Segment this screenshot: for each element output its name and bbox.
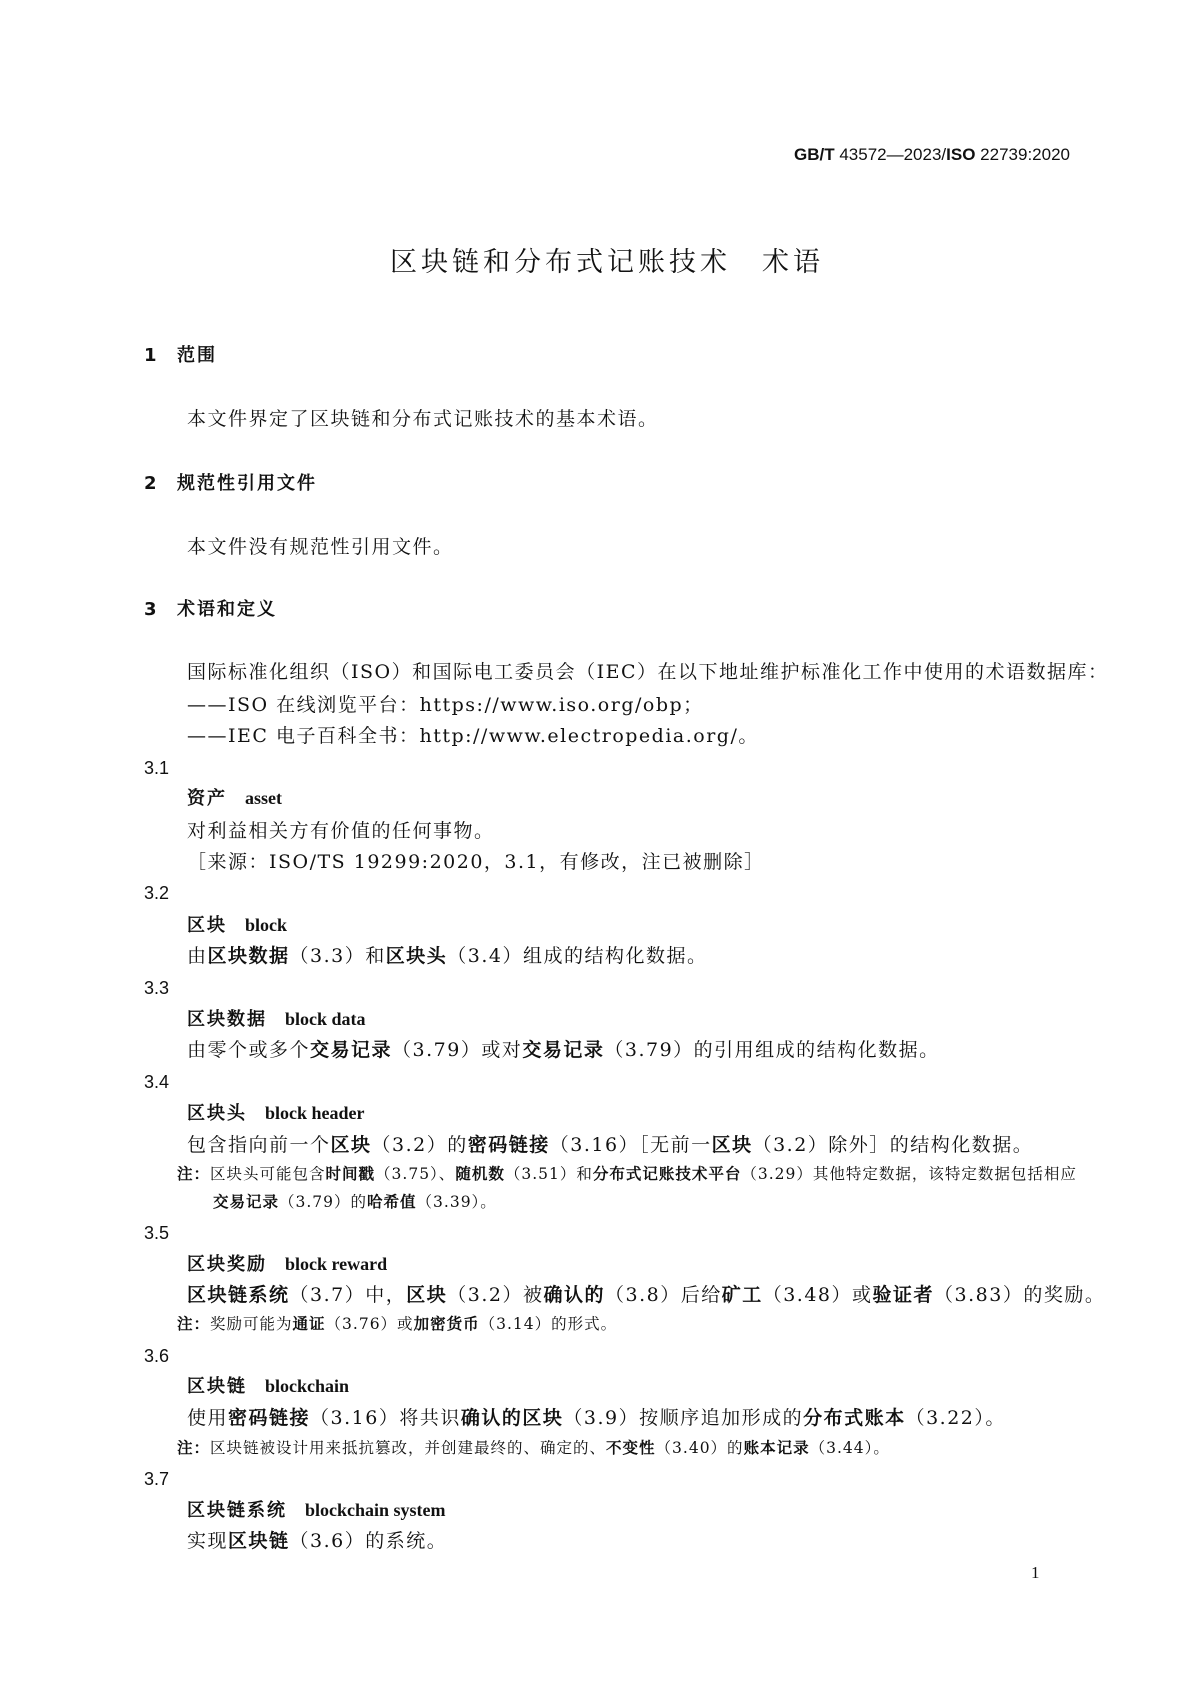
entry-note-continuation — [213, 1187, 497, 1218]
text-run: 包含指向前一个 — [187, 1134, 331, 1156]
entry-term — [187, 783, 282, 814]
text-run: 由零个或多个 — [187, 1039, 311, 1061]
term-reference: 密码链接 — [228, 1407, 311, 1429]
entry-definition — [187, 816, 495, 847]
entry-number: 3.7 — [144, 1469, 170, 1489]
entry-term — [187, 1371, 349, 1402]
term-reference: GB/T — [794, 145, 835, 164]
text-run: （3.75）、 — [375, 1165, 456, 1183]
section-number: 3 — [144, 599, 157, 620]
text-run: （3.51）和 — [504, 1165, 593, 1183]
term-reference: 分布式账本 — [803, 1407, 906, 1429]
section-heading-scope — [144, 340, 217, 371]
entry-definition — [187, 1130, 1033, 1161]
database-item-iec: ——IEC 电子百科全书：http://www.electropedia.org/。 — [187, 725, 759, 747]
entry-note — [177, 1433, 890, 1464]
term-english: block data — [285, 1009, 366, 1029]
text-run: 实现 — [187, 1530, 229, 1552]
section-intro: 国际标准化组织（ISO）和国际电工委员会（IEC）在以下地址维护标准化工作中使用的术语数据库： — [187, 661, 1109, 683]
standard-code-header — [794, 140, 1070, 170]
term-reference: 区块头 — [385, 945, 448, 967]
text-run: （3.4）组成的结构化数据。 — [447, 945, 708, 967]
entry-number: 3.4 — [144, 1072, 170, 1092]
text-run: （3.6）的系统。 — [289, 1530, 448, 1552]
term-reference: 区块 — [711, 1134, 753, 1156]
term-reference: 区块链系统 — [187, 1284, 290, 1306]
term-reference: 确认的 — [543, 1284, 605, 1306]
text-run: （3.83）的奖励。 — [934, 1284, 1106, 1306]
text-run: （3.79）的引用组成的结构化数据。 — [604, 1039, 940, 1061]
term-reference: 矿工 — [721, 1284, 763, 1306]
entry-number: 3.3 — [144, 978, 170, 998]
term-english: blockchain — [265, 1376, 350, 1396]
term-reference: 账本记录 — [743, 1439, 810, 1457]
entry-source: ［来源：ISO/TS 19299:2020，3.1，有修改，注已被删除］ — [187, 851, 765, 873]
text-run: 由 — [187, 945, 208, 967]
section-title: 术语和定义 — [177, 599, 277, 620]
text-run: （3.79）或对 — [392, 1039, 523, 1061]
text-run: 奖励可能为 — [210, 1315, 293, 1333]
text-run: （3.2）被 — [447, 1284, 544, 1306]
term-reference: 哈希值 — [367, 1193, 417, 1211]
term-reference: 交易记录 — [522, 1039, 605, 1061]
term-reference: 注： — [177, 1165, 211, 1183]
term-chinese: 资产 — [187, 788, 227, 809]
term-reference: 注： — [177, 1439, 211, 1457]
term-reference: 加密货币 — [413, 1315, 480, 1333]
term-chinese: 区块 — [187, 915, 227, 936]
term-reference: ISO — [946, 145, 976, 164]
entry-number: 3.2 — [144, 883, 170, 903]
text-run: （3.9）按顺序追加形成的 — [563, 1407, 804, 1429]
term-reference: 不变性 — [606, 1439, 656, 1457]
text-run: 使用 — [187, 1407, 229, 1429]
section-paragraph: 本文件界定了区块链和分布式记账技术的基本术语。 — [187, 408, 659, 430]
term-english: block reward — [285, 1254, 388, 1274]
section-number: 1 — [144, 345, 157, 366]
text-run: （3.16）将共识 — [310, 1407, 461, 1429]
text-run: （3.76）或 — [325, 1315, 414, 1333]
section-heading-normative-references — [144, 468, 317, 499]
text-run: （3.2）除外］的结构化数据。 — [752, 1134, 1034, 1156]
entry-term — [187, 1004, 366, 1035]
term-reference: 区块 — [406, 1284, 448, 1306]
term-english: asset — [245, 788, 282, 808]
term-chinese: 区块链 — [187, 1376, 247, 1397]
text-run: （3.29）其他特定数据，该特定数据包括相应 — [741, 1165, 1077, 1183]
term-chinese: 区块奖励 — [187, 1254, 267, 1275]
text-run: （3.16）［无前一 — [549, 1134, 712, 1156]
term-reference: 时间戳 — [325, 1165, 376, 1183]
entry-term — [187, 1249, 387, 1280]
entry-term — [187, 1495, 446, 1526]
section-title: 规范性引用文件 — [177, 473, 317, 494]
text-run: （3.2）的 — [371, 1134, 468, 1156]
term-reference: 密码链接 — [467, 1134, 550, 1156]
term-english: block — [245, 915, 288, 935]
text-run: （3.14）的形式。 — [479, 1315, 618, 1333]
term-reference: 随机数 — [455, 1165, 505, 1183]
term-reference: 分布式记账技术平台 — [592, 1165, 742, 1183]
term-english: block header — [265, 1103, 365, 1123]
entry-term — [187, 910, 287, 941]
entry-note — [177, 1309, 617, 1340]
entry-definition — [187, 1280, 1105, 1311]
term-reference: 区块 — [330, 1134, 372, 1156]
term-reference: 注： — [177, 1315, 211, 1333]
text-run: （3.3）和 — [289, 945, 386, 967]
term-reference: 交易记录 — [310, 1039, 393, 1061]
term-chinese: 区块头 — [187, 1103, 247, 1124]
term-chinese: 区块数据 — [187, 1009, 267, 1030]
text-run: 43572—2023/ — [834, 145, 947, 164]
text-run: （3.48）或 — [762, 1284, 873, 1306]
section-heading-terms-definitions — [144, 594, 277, 625]
term-english: blockchain system — [305, 1500, 446, 1520]
page-number: 1 — [1031, 1563, 1040, 1582]
term-reference: 区块数据 — [207, 945, 290, 967]
term-reference: 验证者 — [872, 1284, 935, 1306]
term-reference: 交易记录 — [213, 1193, 280, 1211]
entry-term — [187, 1098, 365, 1129]
entry-definition — [187, 941, 707, 972]
entry-definition — [187, 1526, 447, 1557]
text-run: （3.7）中， — [289, 1284, 407, 1306]
term-reference: 区块链 — [228, 1530, 290, 1552]
entry-number: 3.5 — [144, 1223, 170, 1243]
text-run: （3.40）的 — [655, 1439, 744, 1457]
document-title: 区块链和分布式记账技术 术语 — [390, 247, 824, 278]
text-run: （3.79）的 — [279, 1193, 368, 1211]
text-run: （3.44）。 — [809, 1439, 890, 1457]
text-run: （3.8）后给 — [604, 1284, 722, 1306]
text-run: 区块链被设计用来抵抗篡改，并创建最终的、确定的、 — [210, 1439, 607, 1457]
section-paragraph: 本文件没有规范性引用文件。 — [187, 536, 454, 558]
text-run: （3.22）。 — [905, 1407, 1006, 1429]
term-reference: 确认的区块 — [460, 1407, 564, 1429]
entry-note — [177, 1159, 1077, 1190]
text-run: 对利益相关方有价值的任何事物。 — [187, 820, 495, 842]
section-number: 2 — [144, 473, 157, 494]
term-reference: 通证 — [292, 1315, 326, 1333]
text-run: （3.39）。 — [416, 1193, 497, 1211]
term-chinese: 区块链系统 — [187, 1500, 287, 1521]
section-title: 范围 — [177, 345, 217, 366]
entry-definition — [187, 1035, 940, 1066]
text-run: 区块头可能包含 — [210, 1165, 326, 1183]
entry-definition — [187, 1403, 1006, 1434]
text-run: 22739:2020 — [975, 145, 1070, 164]
database-item-iso: ——ISO 在线浏览平台：https://www.iso.org/obp； — [187, 694, 704, 716]
entry-number: 3.6 — [144, 1346, 170, 1366]
entry-number: 3.1 — [144, 758, 170, 778]
